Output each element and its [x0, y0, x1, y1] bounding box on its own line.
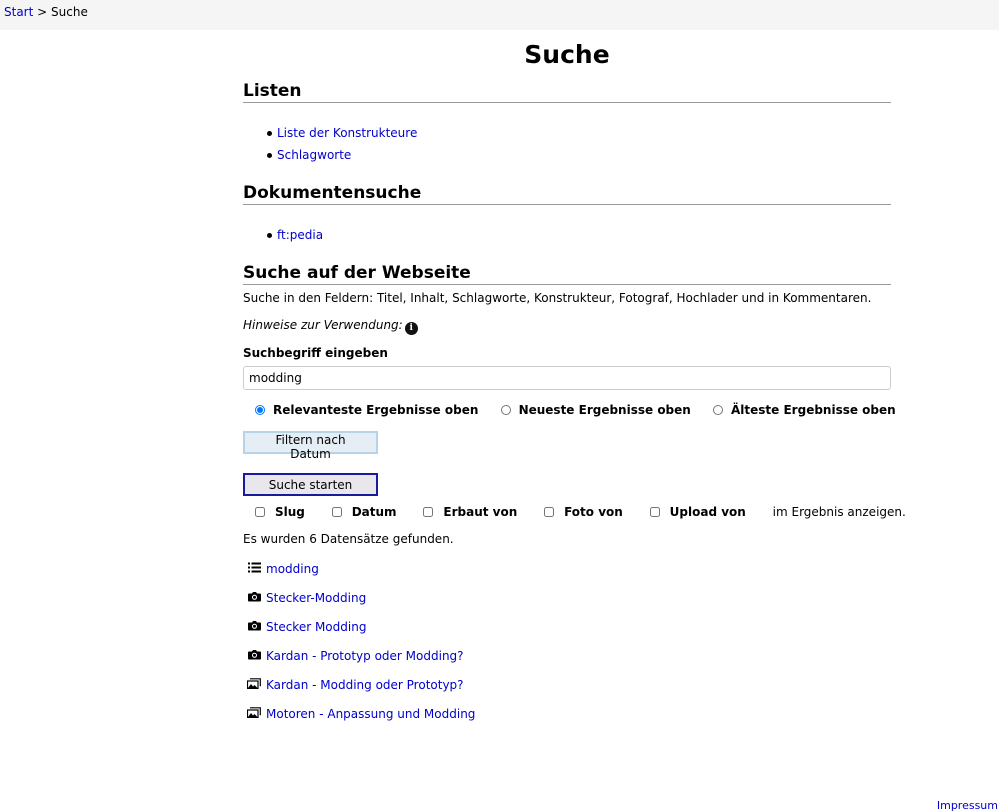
list-item: [247, 589, 475, 618]
checkbox-foto-von[interactable]: [544, 507, 554, 517]
link-konstrukteure[interactable]: Liste der Konstrukteure: [277, 126, 418, 140]
search-label: Suchbegriff eingeben: [243, 346, 388, 360]
sort-option-oldest[interactable]: [713, 403, 896, 417]
breadcrumb-current: Suche: [51, 5, 88, 19]
search-input[interactable]: [243, 366, 891, 390]
option-foto-von[interactable]: [544, 505, 623, 519]
radio-oldest[interactable]: [713, 405, 723, 415]
checkbox-datum[interactable]: [332, 507, 342, 517]
list-item: [243, 226, 323, 248]
radio-label: Älteste Ergebnisse oben: [731, 403, 896, 417]
radio-label: Relevanteste Ergebnisse oben: [273, 403, 479, 417]
checkbox-label: Datum: [351, 505, 397, 519]
radio-label: Neueste Ergebnisse oben: [518, 403, 691, 417]
search-start-button[interactable]: Suche starten: [243, 473, 378, 496]
filter-date-button[interactable]: Filtern nach Datum: [243, 431, 378, 454]
top-bar: [0, 0, 999, 30]
checkbox-label: Erbaut von: [443, 505, 518, 519]
radio-newest[interactable]: [501, 405, 511, 415]
checkbox-slug[interactable]: [255, 507, 265, 517]
result-count: Es wurden 6 Datensätze gefunden.: [243, 532, 454, 546]
camera-icon: [247, 618, 261, 636]
display-options: [255, 505, 906, 519]
search-description: Suche in den Feldern: Titel, Inhalt, Schlagworte, Konstrukteur, Fotograf, Hochlader und in Kommentaren.: [243, 291, 872, 305]
option-slug[interactable]: [255, 505, 305, 519]
checkbox-upload-von[interactable]: [650, 507, 660, 517]
breadcrumb-start-link[interactable]: Start: [4, 5, 34, 19]
result-link[interactable]: Kardan - Prototyp oder Modding?: [266, 649, 464, 663]
usage-hint: [243, 318, 418, 335]
list-item: [247, 560, 475, 589]
list-item: [247, 618, 475, 647]
link-schlagworte[interactable]: Schlagworte: [277, 148, 352, 162]
list-item: [247, 676, 475, 705]
list-item: [243, 146, 417, 168]
page-title: Suche: [524, 40, 610, 69]
results-list: [247, 560, 475, 734]
link-ftpedia[interactable]: ft:pedia: [277, 228, 324, 242]
sort-option-newest[interactable]: [501, 403, 691, 417]
sort-options: [255, 403, 914, 417]
camera-icon: [247, 589, 261, 607]
checkbox-label: Upload von: [669, 505, 746, 519]
listen-list: [243, 124, 417, 168]
list-item: [247, 647, 475, 676]
gallery-icon: [247, 676, 261, 694]
list-item: [243, 124, 417, 146]
camera-icon: [247, 647, 261, 665]
usage-hint-text: Hinweise zur Verwendung:: [243, 318, 403, 332]
checkbox-label: Slug: [275, 505, 305, 519]
checkbox-erbaut-von[interactable]: [423, 507, 433, 517]
list-item: [247, 705, 475, 734]
option-datum[interactable]: [332, 505, 397, 519]
breadcrumb-separator: >: [37, 5, 48, 19]
section-heading-listen: Listen: [243, 80, 891, 103]
result-link[interactable]: Stecker-Modding: [266, 591, 367, 605]
result-link[interactable]: modding: [266, 562, 319, 576]
checkbox-label: Foto von: [564, 505, 623, 519]
result-link[interactable]: Motoren - Anpassung und Modding: [266, 707, 476, 721]
section-heading-dokumentensuche: Dokumentensuche: [243, 182, 891, 205]
radio-relevant[interactable]: [255, 405, 265, 415]
sort-option-relevant[interactable]: [255, 403, 478, 417]
impressum-link[interactable]: Impressum: [936, 799, 998, 812]
breadcrumb: [4, 5, 88, 19]
result-link[interactable]: Kardan - Modding oder Prototyp?: [266, 678, 464, 692]
option-upload-von[interactable]: [650, 505, 746, 519]
gallery-icon: [247, 705, 261, 723]
section-heading-webseite: Suche auf der Webseite: [243, 262, 891, 285]
list-icon: [247, 560, 261, 578]
display-options-suffix: im Ergebnis anzeigen.: [772, 505, 906, 519]
dokumentensuche-list: [243, 226, 323, 248]
result-link[interactable]: Stecker Modding: [266, 620, 367, 634]
info-icon[interactable]: i: [405, 322, 418, 335]
option-erbaut-von[interactable]: [423, 505, 517, 519]
